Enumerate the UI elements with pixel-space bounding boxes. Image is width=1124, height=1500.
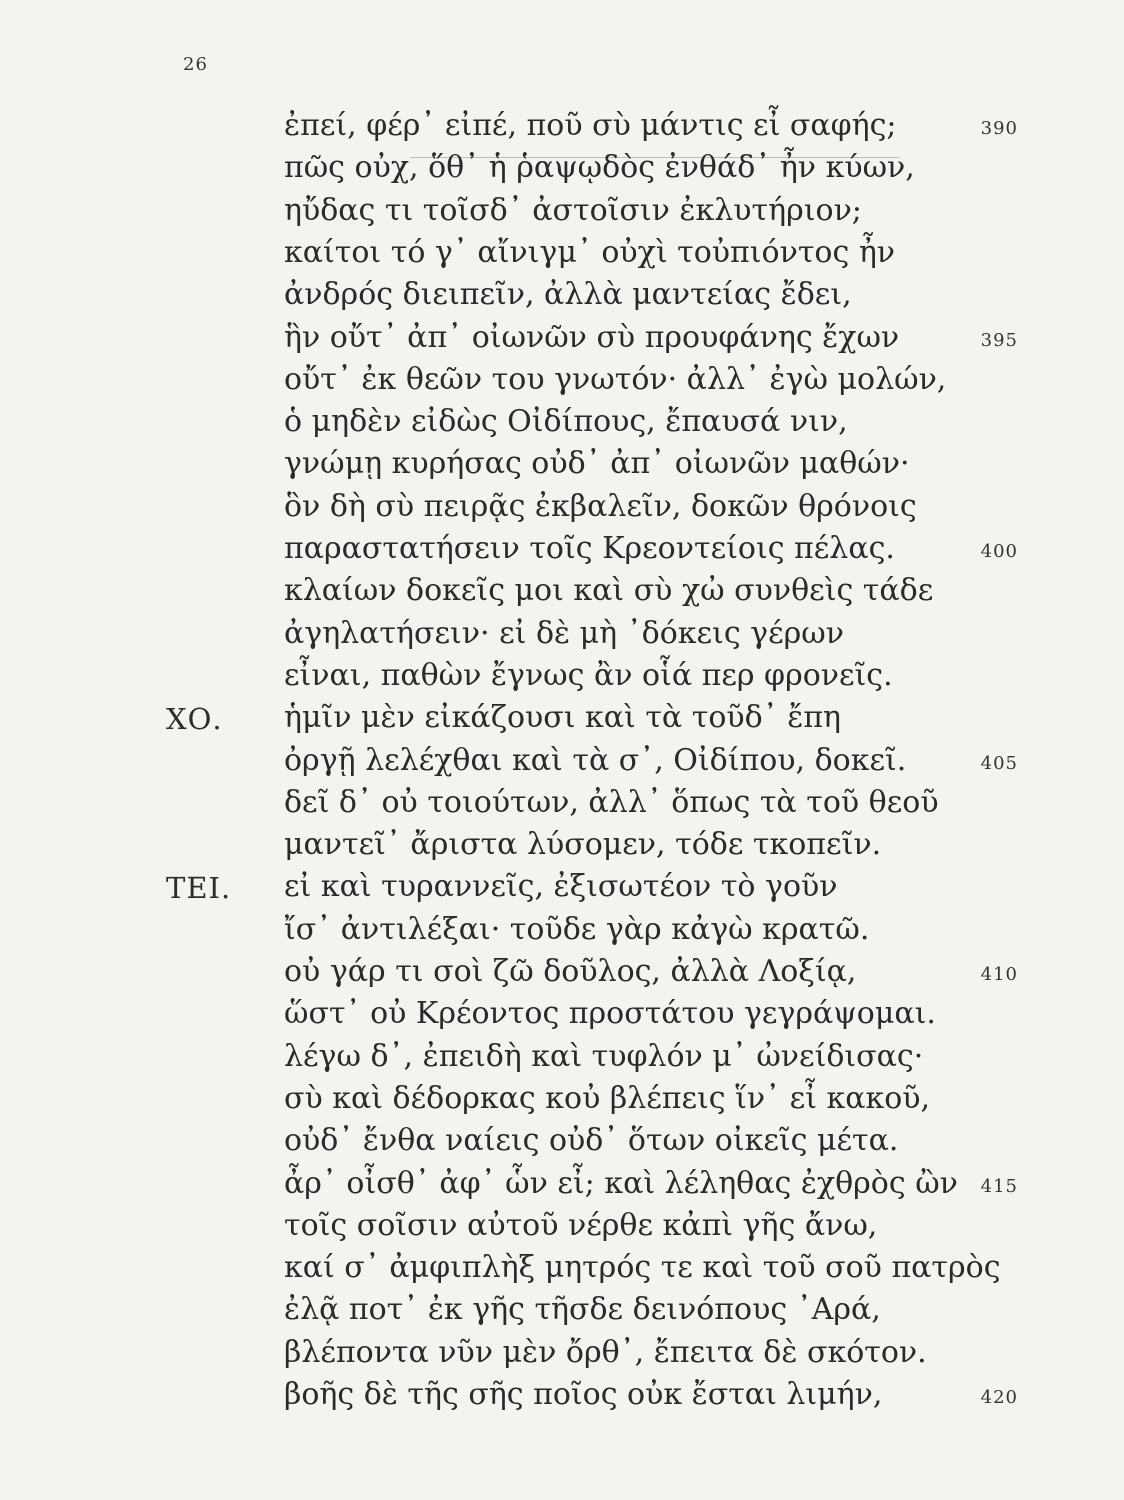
verse-line <box>0 108 1124 150</box>
verse-text: σὺ καὶ δέδορκας κοὐ βλέπεις ἵν᾽ εἶ κακοῦ, <box>284 1080 931 1116</box>
verse-text: ἀνδρός διειπεῖν, ἀλλὰ μαντείας ἔδει, <box>284 277 852 313</box>
verse-text: εἰ καὶ τυραννεῖς, ἐξισωτέον τὸ γοῦν <box>284 869 838 905</box>
verse-line <box>0 150 1124 192</box>
verse-text: ὁ μηδὲν εἰδὼς Οἰδίπους, ἔπαυσά νιν, <box>284 404 848 440</box>
verse-text: ηὔδας τι τοῖσδ᾽ ἀστοῖσιν ἐκλυτήριον; <box>284 192 862 228</box>
verse-text: πῶς οὐχ, ὅθ᾽ ἡ ῥαψῳδὸς ἐνθάδ᾽ ἦν κύων, <box>284 150 915 186</box>
verse-text: καίτοι τό γ᾽ αἴνιγμ᾽ οὐχὶ τοὐπιόντος ἦν <box>284 234 896 270</box>
line-number: 390 <box>980 118 1018 139</box>
verse-line <box>0 277 1124 319</box>
verse-text: ἆρ᾽ οἶσθ᾽ ἀφ᾽ ὧν εἶ; καὶ λέληθας ἐχθρὸς ὢν <box>284 1165 958 1201</box>
verse-line <box>0 1250 1124 1292</box>
speaker-label: ΧΟ. <box>166 702 223 737</box>
verse-text: οὔτ᾽ ἐκ θεῶν του γνωτόν· ἀλλ᾽ ἐγὼ μολών, <box>284 361 947 397</box>
verse-text: γνώμῃ κυρήσας οὐδ᾽ ἀπ᾽ οἰωνῶν μαθών· <box>284 446 910 482</box>
verse-line <box>0 1335 1124 1377</box>
verse-line <box>0 658 1124 700</box>
verse-line <box>0 1123 1124 1165</box>
verse-line <box>0 785 1124 827</box>
verse-line <box>0 362 1124 404</box>
verse-text: κλαίων δοκεῖς μοι καὶ σὺ χὠ συνθεὶς τάδε <box>284 573 934 609</box>
verse-text: ὃν δὴ σὺ πειρᾷς ἐκβαλεῖν, δοκῶν θρόνοις <box>284 488 917 524</box>
verse-line <box>0 1208 1124 1250</box>
verse-line <box>0 531 1124 573</box>
line-number: 410 <box>980 964 1018 985</box>
verse-line <box>0 320 1124 362</box>
verse-text: ἀγηλατήσειν· εἰ δὲ μὴ ᾽δόκεις γέρων <box>284 615 844 651</box>
verse-line <box>0 489 1124 531</box>
verse-text: τοῖς σοῖσιν αὐτοῦ νέρθε κἀπὶ γῆς ἄνω, <box>284 1207 878 1243</box>
verse-line <box>0 1039 1124 1081</box>
line-number: 395 <box>980 329 1018 351</box>
verse-line <box>0 954 1124 996</box>
verse-text: ἐπεί, φέρ᾽ εἰπέ, ποῦ σὺ μάντις εἶ σαφής; <box>284 108 897 143</box>
line-number: 415 <box>980 1175 1018 1197</box>
verse-line <box>0 573 1124 615</box>
verse-text: ὥστ᾽ οὐ Κρέοντος προστάτου γεγράψομαι. <box>284 996 936 1032</box>
verse-line <box>0 1377 1124 1419</box>
verse-text: λέγω δ᾽, ἐπειδὴ καὶ τυφλόν μ᾽ ὠνείδισας· <box>284 1038 924 1074</box>
verse-text: οὐδ᾽ ἔνθα ναίεις οὐδ᾽ ὅτων οἰκεῖς μέτα. <box>284 1123 899 1159</box>
verse-line <box>0 1166 1124 1208</box>
verse-text: ἣν οὔτ᾽ ἀπ᾽ οἰωνῶν σὺ προυφάνης ἔχων <box>284 319 900 355</box>
verse-line <box>0 1292 1124 1334</box>
verse-text: ὀργῇ λελέχθαι καὶ τὰ σ᾽, Οἰδίπου, δοκεῖ. <box>284 742 907 778</box>
verse-line <box>0 235 1124 277</box>
verse-line <box>0 912 1124 954</box>
verse-text: εἶναι, παθὼν ἔγνως ἂν οἷά περ φρονεῖς. <box>284 657 893 693</box>
speaker-label: ΤΕΙ. <box>166 871 232 906</box>
verse-line <box>0 827 1124 869</box>
verse-text: παραστατήσειν τοῖς Κρεοντείοις πέλας. <box>284 531 895 566</box>
verse-text: βλέποντα νῦν μὲν ὄρθ᾽, ἔπειτα δὲ σκότον. <box>284 1334 927 1370</box>
verse-line <box>0 869 1124 911</box>
verse-line <box>0 446 1124 488</box>
verse-text: ἡμῖν μὲν εἰκάζουσι καὶ τὰ τοῦδ᾽ ἔπη <box>284 700 842 736</box>
verse-text: βοῆς δὲ τῆς σῆς ποῖος οὐκ ἔσται λιμήν, <box>284 1377 883 1412</box>
page-number: 26 <box>183 54 208 75</box>
verse-text: μαντεῖ᾽ ἄριστα λύσομεν, τόδε τκοπεῖν. <box>284 827 882 863</box>
line-number: 400 <box>980 541 1018 562</box>
verse-text: οὐ γάρ τι σοὶ ζῶ δοῦλος, ἀλλὰ Λοξίᾳ, <box>284 954 857 989</box>
verse-line <box>0 616 1124 658</box>
verse-line <box>0 1081 1124 1123</box>
verse-text: ἴσ᾽ ἀντιλέξαι· τοῦδε γὰρ κἀγὼ κρατῶ. <box>284 911 870 947</box>
verse-line <box>0 193 1124 235</box>
verse-text: ἐλᾷ ποτ᾽ ἐκ γῆς τῆσδε δεινόπους ᾽Αρά, <box>284 1292 881 1328</box>
line-number: 405 <box>980 752 1018 774</box>
verse-line <box>0 996 1124 1038</box>
verse-line <box>0 743 1124 785</box>
verse-line <box>0 404 1124 446</box>
line-number: 420 <box>980 1387 1018 1408</box>
verse-text: δεῖ δ᾽ οὐ τοιούτων, ἀλλ᾽ ὅπως τὰ τοῦ θεοῦ <box>284 784 939 820</box>
verse-text: καί σ᾽ ἀμφιπλὴξ μητρός τε καὶ τοῦ σοῦ πατρὸς <box>284 1250 1001 1286</box>
verse-line <box>0 700 1124 742</box>
